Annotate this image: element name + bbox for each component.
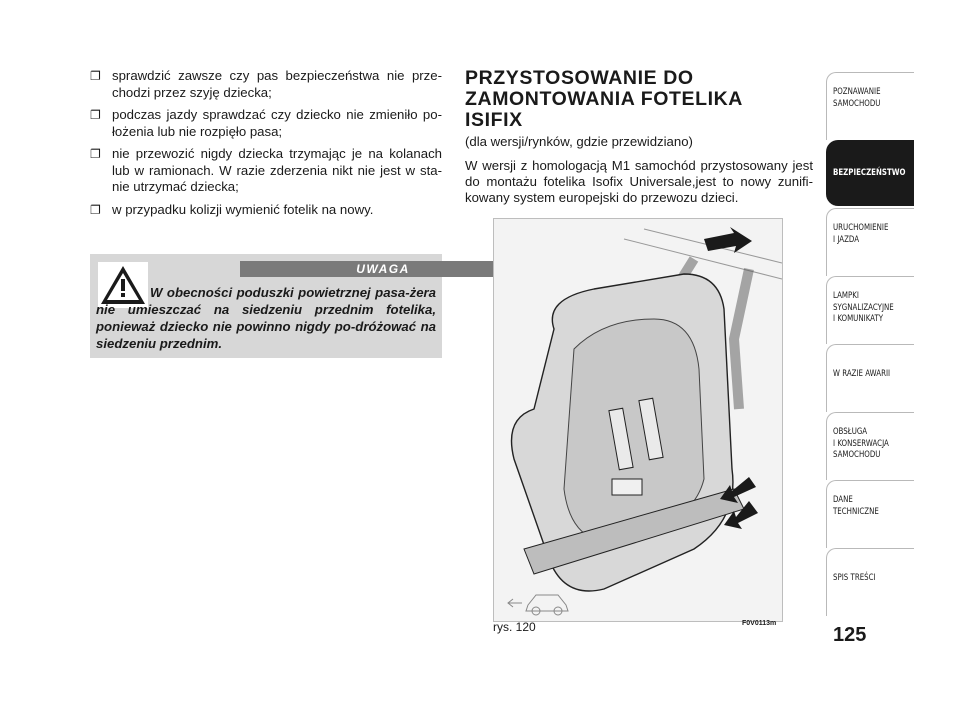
section-title: PRZYSTOSOWANIE DO ZAMONTOWANIA FOTELIKA ISIFIX [465,67,743,131]
list-item: ❐ nie przewozić nigdy dziecka trzymając je na kolanach lub w ramionach. W razie zderzenia nikt nie jest w sta-nie utrzymać dziecka; [90,146,442,194]
checkbox-bullet-icon: ❐ [90,108,101,122]
tab-lampki-sygnalizacyjne[interactable]: LAMPKI SYGNALIZACYJNE I KOMUNIKATY [826,276,914,344]
tab-bezpieczenstwo[interactable]: BEZPIECZEŃSTWO [826,140,914,206]
tab-obsluga-i-konserwacja[interactable]: OBSŁUGA I KONSERWACJA SAMOCHODU [826,412,914,480]
checkbox-bullet-icon: ❐ [90,202,101,217]
warning-box [90,254,442,358]
tab-spis-tresci[interactable]: SPIS TREŚCI [826,548,914,616]
section-subtitle: (dla wersji/rynków, gdzie przewidziano) [465,134,693,149]
bullet-list [90,68,442,224]
checkbox-bullet-icon: ❐ [90,147,101,161]
tab-dane-techniczne[interactable]: DANE TECHNICZNE [826,480,914,548]
warning-text: W obecności poduszki powietrznej pasa-żera nie umieszczać na siedzeniu przednim fotelika, ponieważ dziecko nie powinno nigdy po-dróżować na siedzeniu przednim. [96,285,436,351]
tab-w-razie-awarii[interactable]: W RAZIE AWARII [826,344,914,412]
tab-poznawanie-samochodu[interactable]: POZNAWANIE SAMOCHODU [826,72,914,140]
list-item: ❐ w przypadku kolizji wymienić fotelik na nowy. [90,201,374,217]
child-seat-illustration [493,218,783,622]
list-item: ❐ sprawdzić zawsze czy pas bezpieczeństwa nie prze-chodzi przez szyję dziecka; [90,68,442,100]
figure-code: F0V0113m [742,620,777,627]
section-paragraph: W wersji z homologacją M1 samochód przystosowany jest do montażu fotelika Isofix Universale,jest to nowy zunifi-kowany system europejski do przewozu dzieci. [465,158,813,205]
page-number: 125 [833,624,867,646]
list-item: ❐ podczas jazdy sprawdzać czy dziecko nie zmieniło po-łożenia lub nie rozpięło pasa; [90,107,442,139]
tab-uruchomienie-i-jazda[interactable]: URUCHOMIENIE I JAZDA [826,208,914,276]
isofix-seat-drawing [494,219,782,621]
figure-caption: rys. 120 [493,620,536,634]
checkbox-bullet-icon: ❐ [90,69,101,83]
warning-label: UWAGA [240,261,526,277]
